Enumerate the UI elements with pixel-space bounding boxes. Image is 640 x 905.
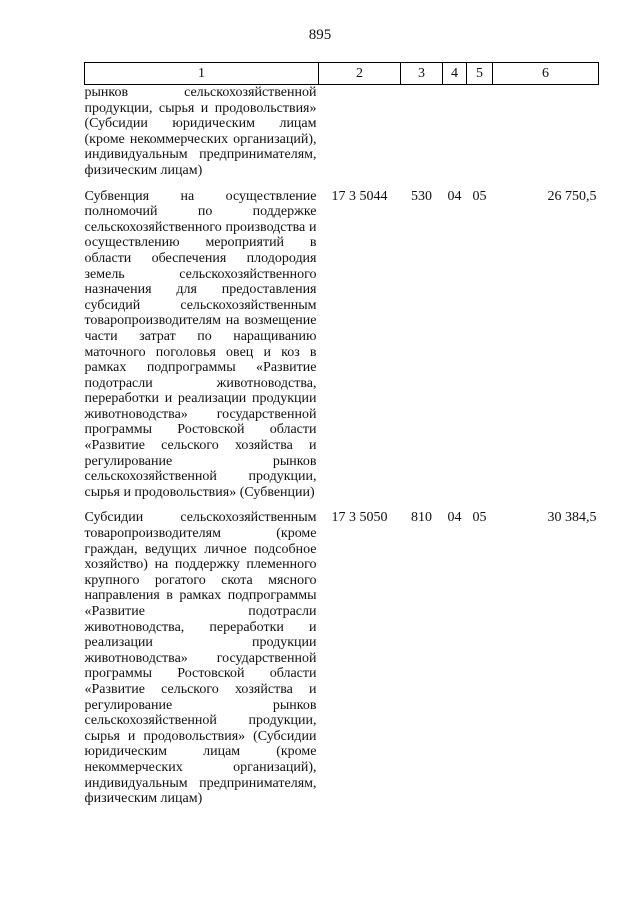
row-sum: 30 384,5 [547,510,597,526]
row-description: Субвенция на осуществление полномочий по поддержке сельскохозяйственного производства и осуществлению мероприятий в области обеспечения плодородия земель сельскохозяйственного назначения для предоставления субсидий сельскохозяйственным товаропроизводителям на возмещение части затрат по наращиванию маточного поголовья овец и коз в рамках подпрограммы «Развитие подотрасли животноводства, переработки и реализации продукции животноводства» государственной программы Ростовской области «Развитие сельского хозяйства и регулирование рынков сельскохозяйственной продукции, сырья и продовольствия» (Субвенции) [84,188,317,500]
row-section: 04 [447,188,462,204]
column-header-6: 6 [493,63,599,85]
table-header-row [85,63,599,85]
row-expense-type [401,85,443,189]
table-row [85,85,599,189]
row-expense-type: 810 [411,510,432,526]
row-target-code [319,85,401,189]
row-expense-type: 530 [411,188,432,204]
row-subsection: 05 [472,188,487,204]
column-header-3: 3 [401,63,443,85]
row-description: рынков сельскохозяйственной продукции, сырья и продовольствия» (Субсидии юридическим лицам (кроме некоммерческих организаций), индивидуальным предпринимателям, физическим лицам) [84,85,317,178]
row-subsection [467,85,493,189]
row-target-code: 17 3 5050 [331,510,388,526]
column-header-1: 1 [85,63,319,85]
column-header-2: 2 [319,63,401,85]
row-sum [493,85,599,189]
table-row [85,510,599,816]
budget-table [84,62,599,817]
column-header-5: 5 [467,63,493,85]
row-description: Субсидии сельскохозяйственным товаропроизводителям (кроме граждан, ведущих личное подсобное хозяйство) на поддержку племенного крупного рогатого скота мясного направления в рамках подпрограммы «Развитие подотрасли животноводства, переработки и реализации продукции животноводства» государственной программы Ростовской области «Развитие сельского хозяйства и регулирование рынков сельскохозяйственной продукции, сырья и продовольствия» (Субсидии юридическим лицам (кроме некоммерческих организаций), индивидуальным предпринимателям, физическим лицам) [84,510,317,807]
row-section [443,85,467,189]
row-sum: 26 750,5 [547,188,597,204]
table-row [85,189,599,511]
column-header-4: 4 [443,63,467,85]
page-number: 895 [308,27,332,43]
row-section: 04 [447,510,462,526]
row-target-code: 17 3 5044 [331,188,388,204]
row-subsection: 05 [472,510,487,526]
